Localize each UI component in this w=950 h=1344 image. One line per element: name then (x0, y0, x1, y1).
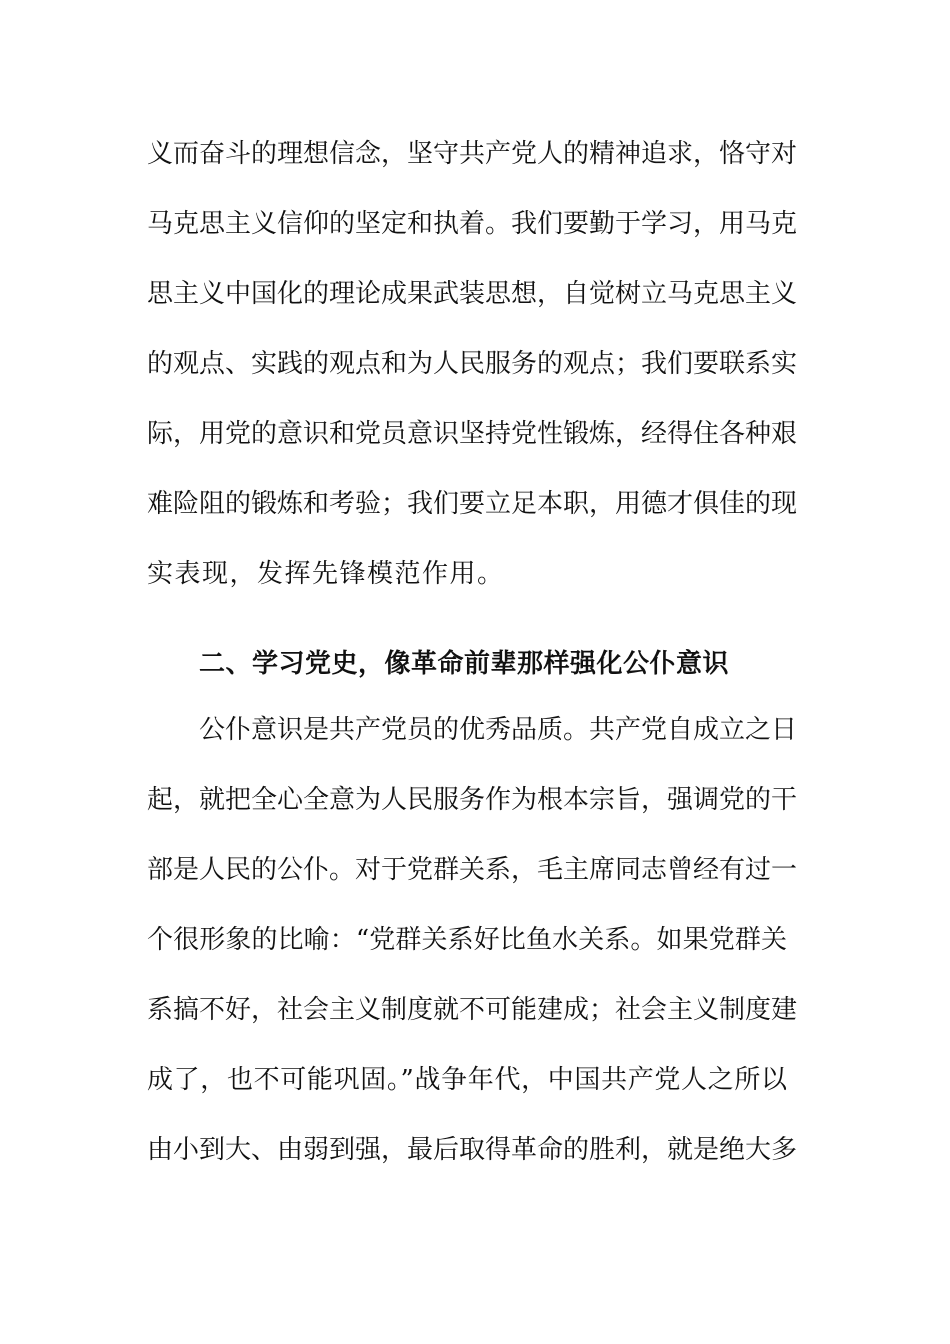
text-line: 马克思主义信仰的坚定和执着。我们要勤于学习，用马克 (147, 209, 798, 239)
text-line: 成了，也不可能巩固。”战争年代，中国共产党人之所以 (147, 1065, 787, 1095)
text-line: 个很形象的比喻：“党群关系好比鱼水关系。如果党群关 (147, 925, 787, 955)
text-line: 起，就把全心全意为人民服务作为根本宗旨，强调党的干 (147, 785, 798, 815)
text-line: 部是人民的公仆。对于党群关系，毛主席同志曾经有过一 (147, 855, 798, 885)
text-line: 思主义中国化的理论成果武装思想，自觉树立马克思主义 (147, 279, 798, 309)
text-line: 系搞不好，社会主义制度就不可能建成；社会主义制度建 (147, 995, 798, 1025)
text-line: 义而奋斗的理想信念，坚守共产党人的精神追求，恪守对 (147, 139, 798, 169)
text-line: 实表现，发挥先锋模范作用。 (147, 559, 505, 589)
text-line: 际，用党的意识和党员意识坚持党性锻炼，经得住各种艰 (147, 419, 798, 449)
text-line: 难险阻的锻炼和考验；我们要立足本职，用德才俱佳的现 (147, 489, 798, 519)
text-line: 由小到大、由弱到强，最后取得革命的胜利，就是绝大多 (147, 1135, 798, 1165)
text-line: 公仆意识是共产党员的优秀品质。共产党自成立之日 (199, 715, 798, 745)
text-line: 的观点、实践的观点和为人民服务的观点；我们要联系实 (147, 349, 798, 379)
section-heading: 二、学习党史，像革命前辈那样强化公仆意识 (199, 649, 730, 679)
